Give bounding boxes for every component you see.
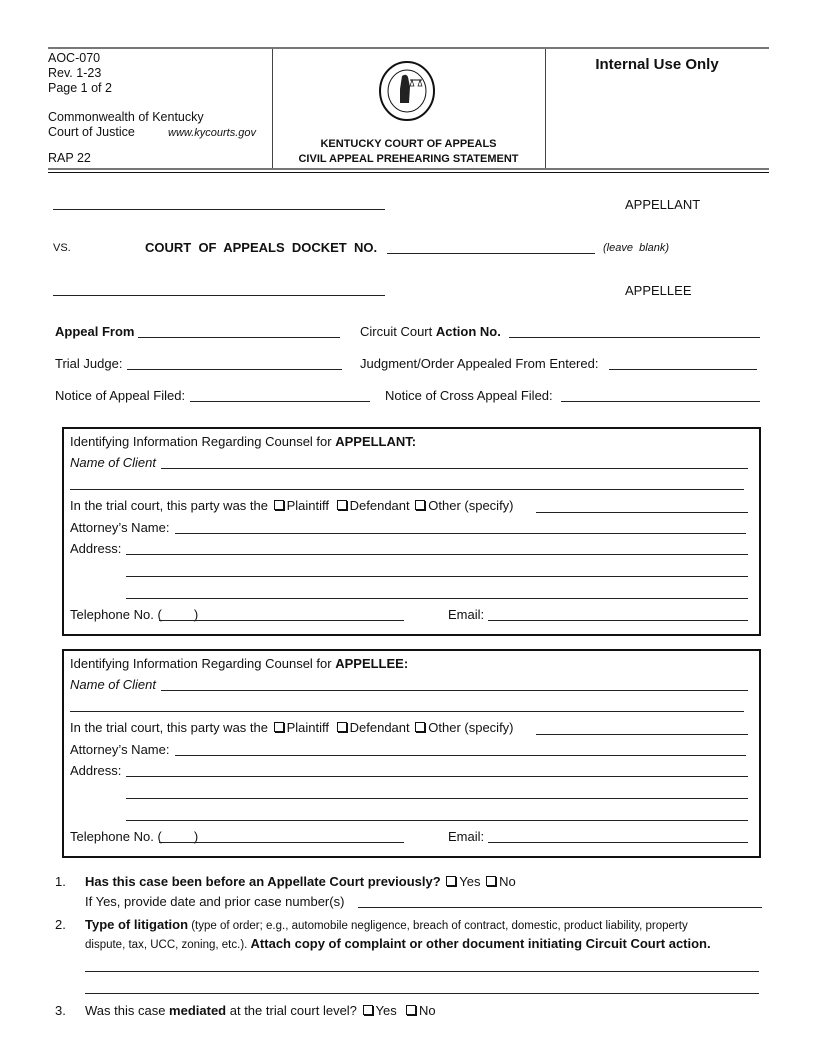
plaintiff-checkbox[interactable] [274,722,284,732]
appeal-from-label: Appeal From [55,324,135,339]
attorney-name-label: Attorney’s Name: [70,520,170,535]
client-name-field[interactable] [161,690,748,691]
website-link[interactable]: www.kycourts.gov [168,127,257,139]
section-heading: Identifying Information Regarding Counsel for APPELLEE: [70,656,409,671]
header-bottom-rule [48,168,769,170]
trial-judge-label: Trial Judge: [55,356,123,371]
litigation-type-field-2[interactable] [85,993,759,994]
question-1: Has this case been before an Appellate Court previously? Yes No [85,874,516,889]
question-3-number: 3. [55,1003,66,1018]
address-label: Address: [70,763,122,778]
q3-yes-checkbox[interactable] [363,1005,373,1015]
name-of-client-label: Name of Client [70,677,156,692]
action-no-field[interactable] [509,337,760,338]
address-field-3[interactable] [126,598,748,599]
email-label: Email: [448,607,485,622]
telephone-field[interactable] [159,620,404,621]
commonwealth: Commonwealth of Kentucky [48,110,204,124]
prior-case-field[interactable] [358,907,762,908]
court-of-justice: Court of Justice [48,125,135,139]
address-field-1[interactable] [126,776,748,777]
email-field[interactable] [488,842,748,843]
address-field-2[interactable] [126,798,748,799]
trial-judge-field[interactable] [127,369,342,370]
question-1-number: 1. [55,874,66,889]
client-name-field[interactable] [161,468,748,469]
top-rule [48,47,769,49]
address-field-2[interactable] [126,576,748,577]
notice-of-appeal-field[interactable] [190,401,370,402]
other-specify-field[interactable] [536,512,748,513]
rule-number: RAP 22 [48,151,91,165]
address-field-1[interactable] [126,554,748,555]
notice-of-cross-appeal-field[interactable] [561,401,760,402]
docket-number-field[interactable] [387,253,595,254]
appellee-label: APPELLEE [625,283,692,298]
client-name-field-2[interactable] [70,711,744,712]
appellant-name-field[interactable] [53,209,385,210]
defendant-checkbox[interactable] [337,722,347,732]
question-2-number: 2. [55,917,66,932]
notice-of-appeal-label: Notice of Appeal Filed: [55,388,186,403]
appellant-label: APPELLANT [625,197,701,212]
appellee-name-field[interactable] [53,295,385,296]
telephone-field[interactable] [159,842,404,843]
vs-label: VS. [53,242,71,254]
notice-of-cross-appeal-label: Notice of Cross Appeal Filed: [385,388,553,403]
address-field-3[interactable] [126,820,748,821]
other-specify-field[interactable] [536,734,748,735]
trial-party-row: In the trial court, this party was the Plaintiff Defendant Other (specify) [70,498,514,513]
email-field[interactable] [488,620,748,621]
leave-blank-note: (leave blank) [603,242,670,254]
q3-no-checkbox[interactable] [406,1005,416,1015]
attorney-name-field[interactable] [175,755,746,756]
q1-yes-checkbox[interactable] [446,876,456,886]
form-title-court: KENTUCKY COURT OF APPEALS [320,138,497,150]
email-label: Email: [448,829,485,844]
appellant-counsel-section [62,427,761,636]
address-label: Address: [70,541,122,556]
form-number: AOC-070 [48,51,101,65]
form-title: CIVIL APPEAL PREHEARING STATEMENT [298,153,519,165]
telephone-label: Telephone No. ( ) [70,829,199,844]
judgment-label: Judgment/Order Appealed From Entered: [360,356,599,371]
appeal-from-field[interactable] [138,337,340,338]
name-of-client-label: Name of Client [70,455,156,470]
client-name-field-2[interactable] [70,489,744,490]
section-heading: Identifying Information Regarding Counsel for APPELLANT: [70,434,417,449]
circuit-court-label: Circuit Court Action No. [360,324,501,339]
plaintiff-checkbox[interactable] [274,500,284,510]
question-2: Type of litigation (type of order; e.g., automobile negligence, breach of contract, domestic, product liability, property [85,917,688,932]
attorney-name-label: Attorney’s Name: [70,742,170,757]
q1-follow-label: If Yes, provide date and prior case number(s) [85,894,345,909]
revision: Rev. 1-23 [48,66,102,80]
internal-use-label: Internal Use Only [595,56,719,73]
trial-party-row: In the trial court, this party was the Plaintiff Defendant Other (specify) [70,720,514,735]
header-bottom-rule-2 [48,172,769,173]
docket-label: COURT OF APPEALS DOCKET NO. [145,240,378,255]
defendant-checkbox[interactable] [337,500,347,510]
attorney-name-field[interactable] [175,533,746,534]
litigation-type-field-1[interactable] [85,971,759,972]
appellee-counsel-section [62,649,761,858]
page-number: Page 1 of 2 [48,81,112,95]
telephone-label: Telephone No. ( ) [70,607,199,622]
question-3: Was this case mediated at the trial court level? Yes No [85,1003,436,1018]
other-checkbox[interactable] [415,500,425,510]
court-seal-logo [378,60,436,122]
judgment-date-field[interactable] [609,369,757,370]
other-checkbox[interactable] [415,722,425,732]
q1-no-checkbox[interactable] [486,876,496,886]
